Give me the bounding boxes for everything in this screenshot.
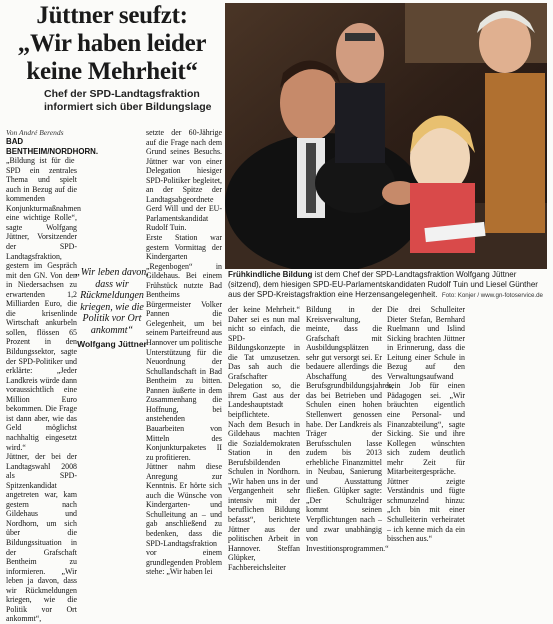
pull-quote	[74, 267, 150, 349]
caption-lead: Frühkindliche Bildung	[228, 270, 313, 279]
article-column-1	[6, 137, 99, 624]
photo-illustration	[225, 3, 547, 269]
headline	[6, 2, 218, 86]
byline: Von André Berends	[6, 128, 64, 137]
article-column-4: Bildung in der Kreisverwaltung, meinte, dass die Grafschaft mit Ausbildungsplätzen sehr gut versorgt sei. Er bedauere allerdings die Abschaffung des Berufsgrundbildungsjahres, das bei Betrieben und Schulen einen hohen Stellenwert genossen habe. Der Landkreis als Träger der Berufsschulen lasse zudem bis 2013 erhebliche Finanzmittel in Neubau, Sanierung und Ausstattung fließen. Glüpker sagte: „Der Schulträger kommt seinen Verpflichtungen nach – und zwar unabhängig von Investitionsprogrammen.“	[306, 305, 394, 553]
dateline: BAD BENTHEIM/NORDHORN.	[6, 137, 99, 156]
subheadline: Chef der SPD-Landtagsfraktion informiert sich über Bildungslage	[44, 88, 212, 113]
article-column-3: der keine Mehrheit.“ Daher sei es nun mal nicht so einfach, die SPD-Bildungskonzepte in die Tat umzusetzen. Das sah auch die Grafschafter Delegation so, die ihrem Gast aus der Landeshauptstadt beipflichtete. Nach dem Besuch in Gildehaus machten die Sozialdemokraten Station in den Berufsbildenden Schulen in Nordhorn. „Wir haben uns in der Vergangenheit sehr intensiv mit der beruflichen Bildung befasst“, berichtete Jüttner aus der politischen Arbeit in Hannover. Steffan Glüpker, Fachbereichsleiter	[228, 305, 300, 572]
headline-line-3: keine Mehrheit“	[26, 58, 198, 85]
article-column-5: Die drei Schulleiter Dieter Stefan, Bernhard Ruelmann und Islind Sicking brachten Jüttner in Erinnerung, dass die Leitung einer Schule in Bezug auf den Verwaltungsaufwand kein Job für einen Pädagogen sei. „Wir bräuchten eigentlich eine Personal- und Finanzabteilung“, sagte Sicking. Sie und ihre Kollegen wünschten sich zudem deutlich mehr Zeit für Mitarbeitergespräche. Jüttner zeigte Verständnis und fügte schmunzelnd hinzu: „Ich bin mit einer Schulleiterin verheiratet – ich kenne mich da ein bisschen aus.“	[387, 305, 465, 544]
caption-text: ist dem Chef der SPD-Landtagsfraktion Wolfgang Jüttner (sitzend), dem hiesigen SPD-EU-Parlamentskandidaten Rudolf Tuin und Liesel Günther aus der SPD-Kreistagsfraktion eine Herzensangelegenheit.	[228, 270, 538, 299]
headline-line-1: Jüttner seufzt:	[36, 2, 188, 29]
column-1-text: „Bildung ist für die SPD ein zentrales Thema und spielt auch in Bezug auf die kommenden Konjunkturmaßnahmen eine wichtige Rolle“, sagte Wolfgang Jüttner, Vorsitzender der SPD-Landtagsfraktion, gestern im Gespräch mit den GN. Von den in Niedersachsen zu erwartenden 1,2 Milliarden Euro, die die krisenlinde Wirtschaft ankurbeln sollen, flössen 65 Prozent in den Bildungssektor, sagte der SPD-Politiker und erklärte: „Jeder Landkreis würde dann voraussichtlich eine Million Euro bekommen. Die Frage ist dann aber, wie das Geld möglichst nachhaltig eingesetzt wird.“ Jüttner, der bei der Landtagswahl 2008 als SPD-Spitzenkandidat angetreten war, kam gestern nach Gildehaus und Nordhorn, um sich über die Bildungssituation in der Grafschaft Bentheim zu informieren. „Wir leben ja davon, dass wir Rückmeldungen kriegen, wie die Politik vor Ort ankommt“,	[6, 156, 81, 624]
article-photo	[225, 3, 547, 269]
article-column-2: setzte der 60-Jährige auf die Frage nach dem Grund seines Besuchs. Jüttner war von einer Delegation hiesiger SPD-Politiker begleitet, an der Spitze der Landtagsabgeordnete Gerd Will und der EU-Parlamentskandidat Rudolf Tuin. Erste Station war gestern Vormittag der Kindergarten „Regenbogen“ in Gildehaus. Bei einem Frühstück nutzte Bad Bentheims Bürgermeister Volker Pannen die Gelegenheit, um bei seinem Parteifreund aus Hannover um politische Unterstützung für die Neuordnung der Schullandschaft in Bad Bentheim zu bitten. Pannen äußerte in dem Zusammenhang die Hoffnung, bei anstehenden Bauarbeiten von Mitteln des Konjunkturpaketes II zu profitieren. Jüttner nahm diese Anregung zur Kenntnis. Er hörte sich auch die Wünsche von Kindergarten- und Schulleitung an – und gab anschließend zu bedenken, dass die SPD-Landtagsfraktion vor einem grundlegenden Problem stehe: „Wir haben lei	[146, 128, 222, 577]
headline-line-2: „Wir haben leider	[17, 30, 207, 57]
pull-quote-author: Wolfgang Jüttner	[77, 339, 147, 349]
pull-quote-text: „Wir leben davon, dass wir Rückmeldungen kriegen, wie die Politik vor Ort ankommt“	[75, 267, 149, 336]
photo-credit: Foto: Konjer / www.gn-fotoservice.de	[441, 292, 543, 299]
